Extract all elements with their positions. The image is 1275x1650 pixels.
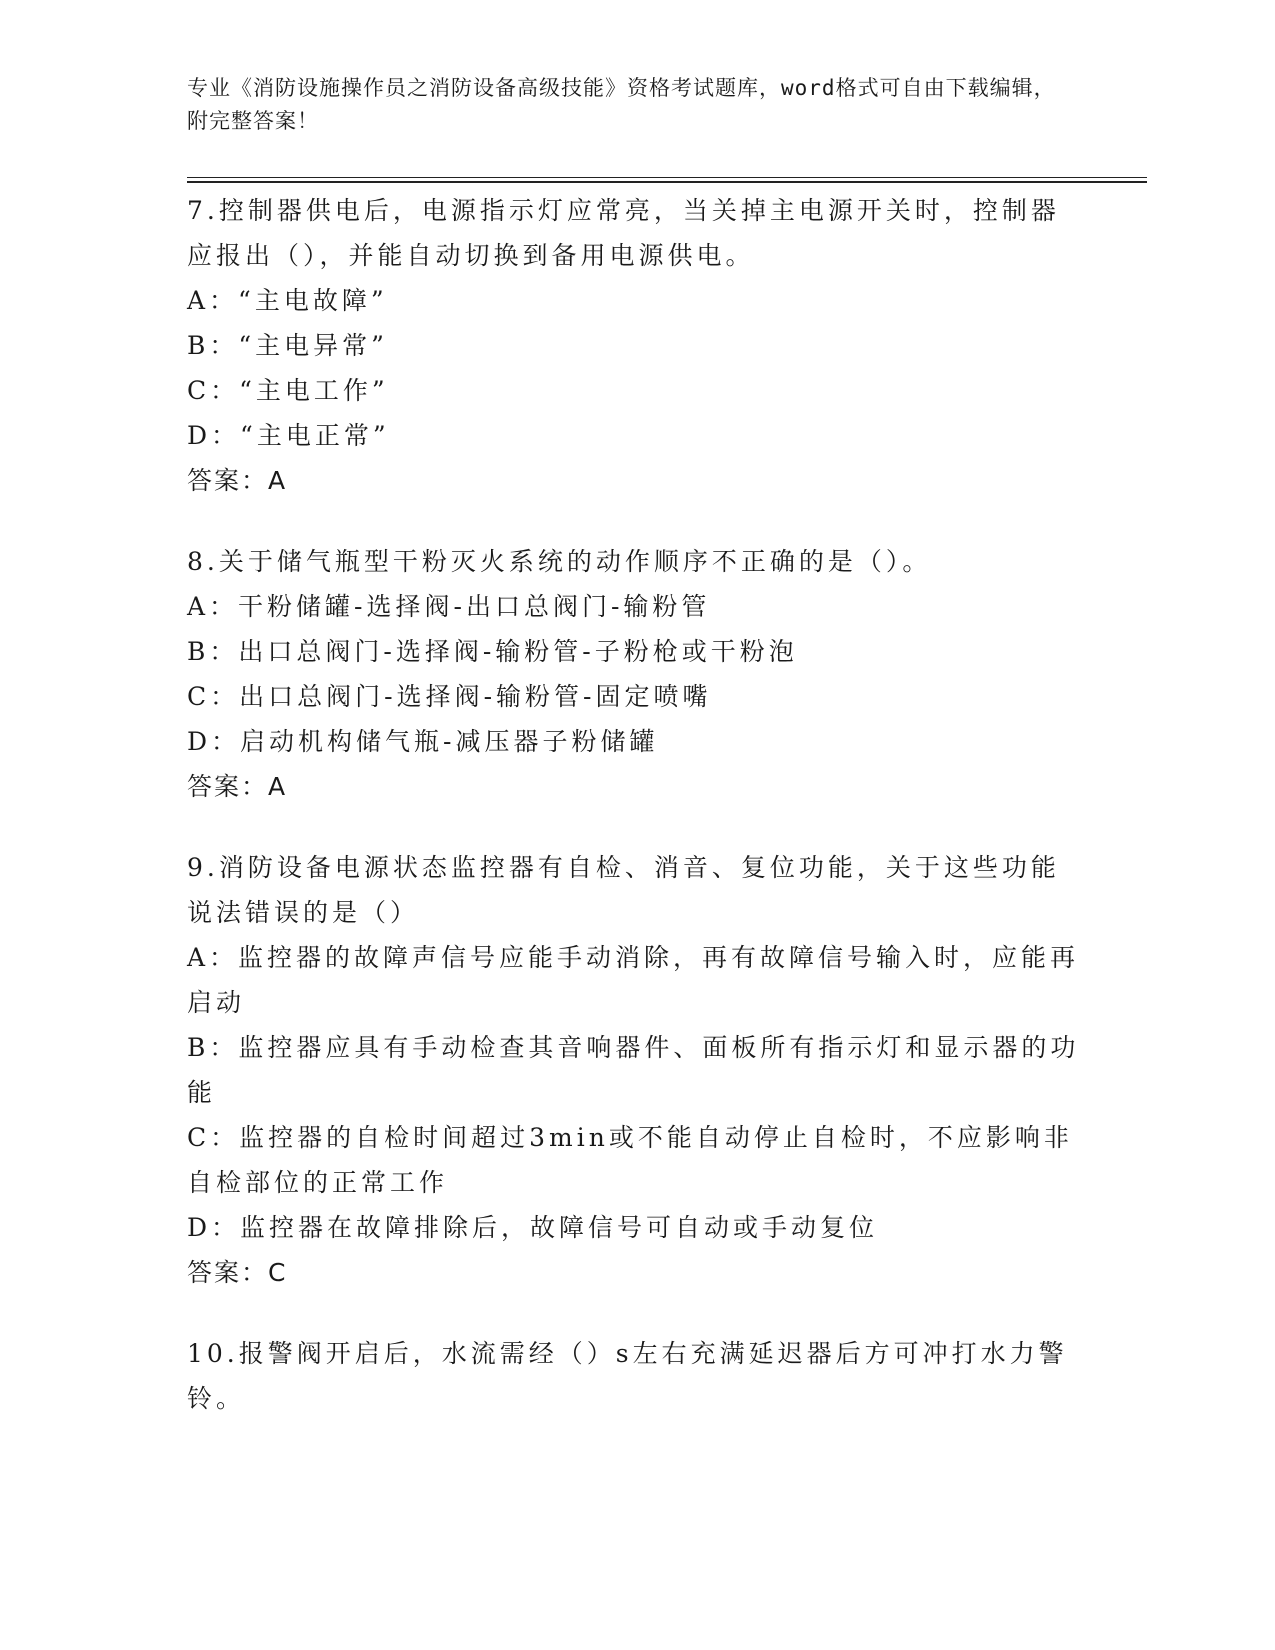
question-stem: 8.关于储气瓶型干粉灭火系统的动作顺序不正确的是（）。 [187, 547, 932, 576]
question-list [187, 188, 1087, 1457]
header-divider-thick [187, 181, 1147, 183]
question-9 [187, 845, 1087, 1295]
option-b: B：“主电异常” [187, 331, 388, 360]
question-stem: 10.报警阀开启后，水流需经（）s左右充满延迟器后方可冲打水力警铃。 [187, 1339, 1068, 1413]
answer-label: 答案：A [187, 466, 288, 495]
question-stem: 9.消防设备电源状态监控器有自检、消音、复位功能，关于这些功能说法错误的是（） [187, 853, 1060, 927]
document-header: 专业《消防设施操作员之消防设备高级技能》资格考试题库，word格式可自由下载编辑，附完整答案！ [187, 76, 1056, 133]
option-c: C：监控器的自检时间超过3min或不能自动停止自检时，不应影响非自检部位的正常工作 [187, 1123, 1073, 1197]
question-stem: 7.控制器供电后，电源指示灯应常亮，当关掉主电源开关时，控制器应报出（），并能自动切换到备用电源供电。 [187, 196, 1060, 270]
question-10 [187, 1331, 1087, 1421]
answer-label: 答案：A [187, 772, 288, 801]
option-a: A：“主电故障” [187, 286, 388, 315]
option-c: C：“主电工作” [187, 376, 389, 405]
question-7 [187, 188, 1087, 503]
option-a: A：监控器的故障声信号应能手动消除，再有故障信号输入时，应能再启动 [187, 943, 1080, 1017]
option-c: C：出口总阀门-选择阀-输粉管-固定喷嘴 [187, 682, 712, 711]
question-8 [187, 539, 1087, 809]
option-b: B：出口总阀门-选择阀-输粉管-子粉枪或干粉泡 [187, 637, 798, 666]
option-d: D：监控器在故障排除后，故障信号可自动或手动复位 [187, 1213, 879, 1242]
option-d: D：“主电正常” [187, 421, 390, 450]
option-d: D：启动机构储气瓶-减压器子粉储罐 [187, 727, 659, 756]
answer-label: 答案：C [187, 1258, 288, 1287]
header-divider-thin [187, 177, 1147, 178]
option-b: B：监控器应具有手动检查其音响器件、面板所有指示灯和显示器的功能 [187, 1033, 1080, 1107]
option-a: A：干粉储罐-选择阀-出口总阀门-输粉管 [187, 592, 711, 621]
